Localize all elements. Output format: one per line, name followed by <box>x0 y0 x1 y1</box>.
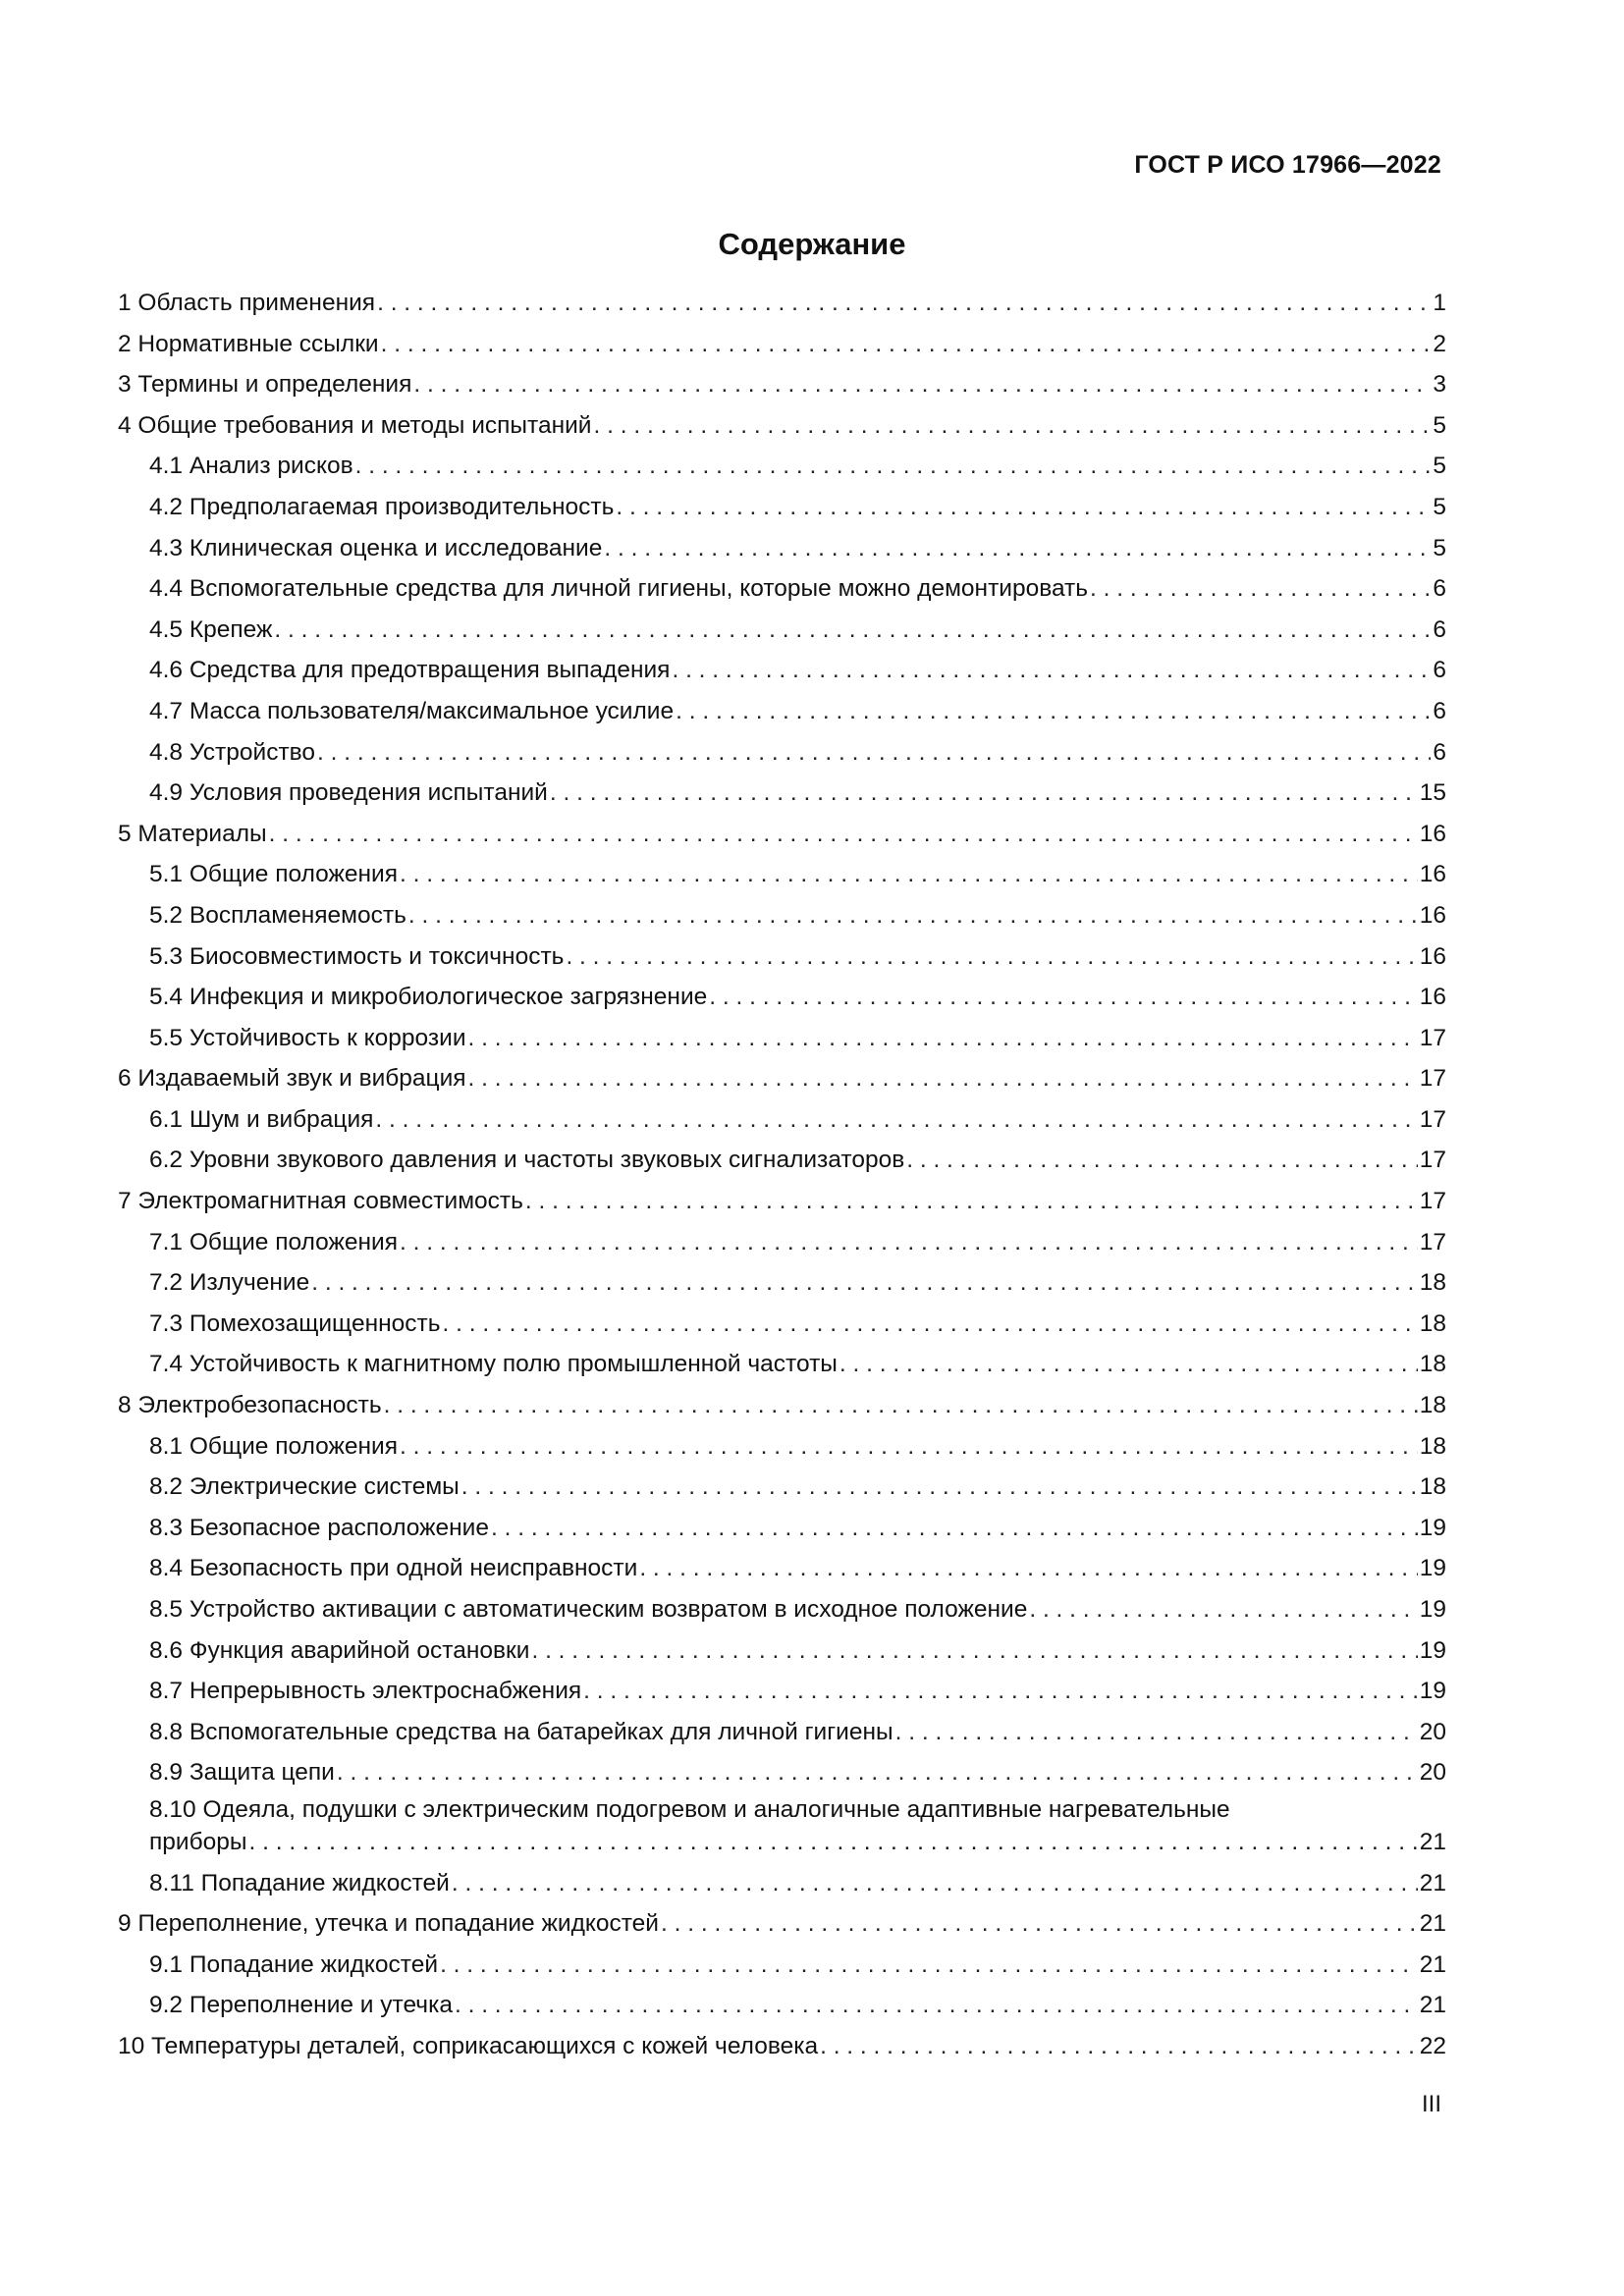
toc-entry[interactable] <box>118 977 1446 1018</box>
toc-entry[interactable] <box>118 936 1446 978</box>
toc-entry-label: 8.3 Безопасное расположение <box>149 1514 489 1541</box>
toc-entry[interactable] <box>118 854 1446 895</box>
toc-leader-dots <box>400 854 1418 895</box>
toc-entry-page: 6 <box>1433 697 1446 724</box>
toc-entry[interactable] <box>118 446 1446 487</box>
toc-leader-dots <box>616 487 1431 528</box>
toc-entry-page: 21 <box>1419 1869 1446 1896</box>
toc-entry-label: 3 Термины и определения <box>118 371 412 399</box>
toc-entry-page: 17 <box>1419 1228 1446 1255</box>
toc-entry-label: 5.2 Воспламеняемость <box>149 901 406 929</box>
toc-leader-dots <box>400 1426 1418 1468</box>
toc-entry-wrapped[interactable] <box>118 1793 1446 1863</box>
toc-entry-page: 18 <box>1419 1473 1446 1501</box>
toc-entry[interactable] <box>118 1058 1446 1099</box>
toc-entry-page: 5 <box>1433 411 1446 439</box>
toc-entry-label: 4.9 Условия проведения испытаний <box>149 779 548 807</box>
toc-entry-label: 9 Переполнение, утечка и попадание жидкостей <box>118 1910 659 1938</box>
toc-leader-dots <box>906 1140 1418 1181</box>
toc-entry[interactable] <box>118 1304 1446 1345</box>
toc-leader-dots <box>355 446 1432 487</box>
toc-leader-dots <box>531 1630 1417 1672</box>
toc-entry-page: 5 <box>1433 453 1446 480</box>
toc-entry[interactable] <box>118 1903 1446 1945</box>
toc-leader-dots <box>550 773 1418 814</box>
toc-entry[interactable] <box>118 1630 1446 1672</box>
toc-entry[interactable] <box>118 1222 1446 1263</box>
toc-leader-dots <box>491 1508 1418 1549</box>
page-number: III <box>1421 2091 1441 2117</box>
toc-entry-label: 5.5 Устойчивость к коррозии <box>149 1024 466 1051</box>
toc-leader-dots <box>604 528 1431 569</box>
toc-entry-label: 9.1 Попадание жидкостей <box>149 1950 439 1978</box>
toc-entry-page: 19 <box>1419 1555 1446 1582</box>
toc-entry-page: 20 <box>1419 1759 1446 1787</box>
toc-entry-label: 5.3 Биосовместимость и токсичность <box>149 942 565 970</box>
toc-leader-dots <box>381 324 1432 365</box>
toc-entry[interactable] <box>118 1467 1446 1508</box>
toc-leader-dots <box>375 1099 1417 1141</box>
toc-entry-page: 6 <box>1433 657 1446 684</box>
toc-leader-dots <box>566 936 1417 978</box>
toc-entry-label: 6.1 Шум и вибрация <box>149 1105 374 1133</box>
toc-leader-dots <box>455 1985 1418 2026</box>
toc-entry[interactable] <box>118 1945 1446 1986</box>
toc-entry[interactable] <box>118 487 1446 528</box>
toc-entry-label: 6.2 Уровни звукового давления и частоты звуковых сигнализаторов <box>149 1147 905 1174</box>
toc-entry[interactable] <box>118 1508 1446 1549</box>
toc-entry-label: 4.8 Устройство <box>149 738 316 766</box>
toc-entry-label: 8.8 Вспомогательные средства на батарейках для личной гигиены <box>149 1718 893 1745</box>
toc-entry-page: 3 <box>1433 371 1446 399</box>
toc-entry-label: 4 Общие требования и методы испытаний <box>118 411 592 439</box>
toc-entry-label: 4.4 Вспомогательные средства для личной гигиены, которые можно демонтировать <box>149 575 1089 603</box>
toc-entry[interactable] <box>118 773 1446 814</box>
toc-leader-dots <box>676 691 1431 732</box>
toc-entry-label: 7 Электромагнитная совместимость <box>118 1188 523 1215</box>
toc-entry[interactable] <box>118 1589 1446 1630</box>
toc-entry-label: 8.5 Устройство активации с автоматическим возвратом в исходное положение <box>149 1596 1028 1623</box>
toc-entry[interactable] <box>118 405 1446 447</box>
toc-entry[interactable] <box>118 1099 1446 1141</box>
toc-leader-dots <box>468 1058 1418 1099</box>
toc-entry-label: 8.11 Попадание жидкостей <box>149 1869 450 1896</box>
toc-leader-dots <box>1029 1589 1417 1630</box>
toc-leader-dots <box>594 405 1432 447</box>
toc-leader-dots <box>408 895 1418 936</box>
toc-entry-page: 5 <box>1433 534 1446 561</box>
toc-leader-dots <box>400 1222 1418 1263</box>
toc-leader-dots <box>248 1822 1417 1863</box>
toc-main-list <box>118 283 1446 1793</box>
toc-leader-dots <box>377 283 1431 324</box>
toc-entry[interactable] <box>118 1018 1446 1059</box>
toc-leader-dots <box>461 1467 1418 1508</box>
toc-entry-page: 21 <box>1419 1992 1446 2019</box>
toc-leader-dots <box>525 1181 1418 1222</box>
toc-entry-label-line1: 8.10 Одеяла, подушки с электрическим подогревом и аналогичные адаптивные нагревательные <box>149 1795 1230 1823</box>
toc-entry-label: 5.1 Общие положения <box>149 861 399 888</box>
toc-entry[interactable] <box>118 1752 1446 1793</box>
table-of-contents <box>118 283 1446 2067</box>
toc-entry[interactable] <box>118 1181 1446 1222</box>
toc-entry-page: 16 <box>1419 820 1446 847</box>
toc-entry-page: 15 <box>1419 779 1446 807</box>
toc-title: Содержание <box>718 227 906 261</box>
toc-entry[interactable] <box>118 1385 1446 1426</box>
toc-entry-label: 1 Область применения <box>118 290 376 316</box>
toc-entry-page: 18 <box>1419 1392 1446 1419</box>
toc-entry-label: 8.1 Общие положения <box>149 1432 399 1460</box>
toc-entry-label: 2 Нормативные ссылки <box>118 330 379 357</box>
toc-entry[interactable] <box>118 324 1446 365</box>
toc-entry-page: 17 <box>1419 1024 1446 1051</box>
toc-entry-page: 17 <box>1419 1188 1446 1215</box>
toc-entry-page: 17 <box>1419 1147 1446 1174</box>
toc-leader-dots <box>661 1903 1418 1945</box>
toc-leader-dots <box>452 1863 1418 1904</box>
toc-entry-label: 4.2 Предполагаемая производительность <box>149 493 615 520</box>
toc-entry-label-line2: приборы <box>149 1828 247 1855</box>
toc-entry[interactable] <box>118 691 1446 732</box>
toc-entry[interactable] <box>118 364 1446 405</box>
toc-entry-label: 4.3 Клиническая оценка и исследование <box>149 534 603 561</box>
toc-entry[interactable] <box>118 528 1446 569</box>
toc-entry[interactable] <box>118 1426 1446 1468</box>
toc-leader-dots <box>311 1262 1418 1304</box>
toc-entry-label: 8.6 Функция аварийной остановки <box>149 1636 530 1664</box>
toc-entry[interactable] <box>118 1262 1446 1304</box>
toc-entry-page: 19 <box>1419 1596 1446 1623</box>
toc-entry[interactable] <box>118 1671 1446 1712</box>
document-code: ГОСТ Р ИСО 17966—2022 <box>1134 151 1441 179</box>
toc-entry-page: 16 <box>1419 942 1446 970</box>
toc-leader-dots <box>443 1304 1418 1345</box>
toc-entry-label: 4.1 Анализ рисков <box>149 453 353 480</box>
toc-entry[interactable] <box>118 1712 1446 1753</box>
toc-entry-label: 8.2 Электрические системы <box>149 1473 460 1501</box>
toc-leader-dots <box>820 2026 1418 2067</box>
toc-leader-dots <box>672 650 1431 691</box>
toc-entry-page: 18 <box>1419 1269 1446 1297</box>
toc-entry[interactable] <box>118 1140 1446 1181</box>
toc-entry-label: 7.1 Общие положения <box>149 1228 399 1255</box>
toc-leader-dots <box>413 364 1431 405</box>
toc-entry-page: 18 <box>1419 1309 1446 1337</box>
toc-entry-label: 8.4 Безопасность при одной неисправности <box>149 1555 638 1582</box>
toc-entry-page: 21 <box>1419 1950 1446 1978</box>
toc-leader-dots <box>1090 568 1431 610</box>
toc-leader-dots <box>384 1385 1418 1426</box>
toc-leader-dots <box>895 1712 1418 1753</box>
toc-entry-label: 7.3 Помехозащищенность <box>149 1309 441 1337</box>
toc-entry[interactable] <box>118 1985 1446 2026</box>
toc-entry-page: 5 <box>1433 493 1446 520</box>
toc-entry-page: 18 <box>1419 1351 1446 1378</box>
toc-entry-page: 19 <box>1419 1678 1446 1705</box>
toc-entry-label: 8.7 Непрерывность электроснабжения <box>149 1678 582 1705</box>
toc-entry-label: 5.4 Инфекция и микробиологическое загрязнение <box>149 984 708 1011</box>
toc-entry-label: 4.7 Масса пользователя/максимальное усилие <box>149 697 675 724</box>
toc-entry-page: 19 <box>1419 1514 1446 1541</box>
toc-entry-label: 4.5 Крепеж <box>149 615 273 643</box>
toc-entry-page: 1 <box>1433 290 1446 316</box>
toc-leader-dots <box>337 1752 1418 1793</box>
toc-entry-page: 6 <box>1433 615 1446 643</box>
toc-entry-page: 20 <box>1419 1718 1446 1745</box>
toc-entry-page: 17 <box>1419 1065 1446 1093</box>
toc-leader-dots <box>269 814 1418 855</box>
toc-entry-page: 17 <box>1419 1105 1446 1133</box>
toc-entry[interactable] <box>118 283 1446 324</box>
toc-leader-dots <box>274 610 1431 651</box>
toc-entry-page: 16 <box>1419 984 1446 1011</box>
toc-leader-dots <box>709 977 1417 1018</box>
toc-entry-label: 9.2 Переполнение и утечка <box>149 1992 453 2019</box>
toc-entry[interactable] <box>118 732 1446 774</box>
toc-entry[interactable] <box>118 1344 1446 1385</box>
toc-entry[interactable] <box>118 650 1446 691</box>
toc-leader-dots <box>839 1344 1418 1385</box>
toc-entry-label: 7.2 Излучение <box>149 1269 310 1297</box>
toc-tail-list <box>118 1863 1446 2067</box>
toc-entry[interactable] <box>118 610 1446 651</box>
toc-leader-dots <box>317 732 1431 774</box>
toc-entry-label: 4.6 Средства для предотвращения выпадения <box>149 657 671 684</box>
toc-entry-page: 18 <box>1419 1432 1446 1460</box>
toc-entry[interactable] <box>118 568 1446 610</box>
toc-entry-label: 10 Температуры деталей, соприкасающихся с кожей человека <box>118 2032 819 2059</box>
toc-leader-dots <box>468 1018 1418 1059</box>
toc-leader-dots <box>639 1548 1417 1589</box>
toc-entry-page: 21 <box>1419 1910 1446 1938</box>
toc-entry-page: 6 <box>1433 738 1446 766</box>
toc-entry-page: 21 <box>1419 1828 1446 1855</box>
toc-entry[interactable] <box>118 2026 1446 2067</box>
toc-entry-page: 2 <box>1433 330 1446 357</box>
toc-entry[interactable] <box>118 895 1446 936</box>
toc-entry-label: 5 Материалы <box>118 820 267 847</box>
toc-entry-page: 16 <box>1419 901 1446 929</box>
toc-entry-page: 22 <box>1419 2032 1446 2059</box>
toc-entry[interactable] <box>118 1863 1446 1904</box>
toc-entry-page: 6 <box>1433 575 1446 603</box>
toc-entry-page: 16 <box>1419 861 1446 888</box>
toc-entry[interactable] <box>118 814 1446 855</box>
toc-entry-label: 6 Издаваемый звук и вибрация <box>118 1065 466 1093</box>
toc-entry-label: 8 Электробезопасность <box>118 1392 382 1419</box>
toc-leader-dots <box>583 1671 1418 1712</box>
toc-leader-dots <box>440 1945 1418 1986</box>
toc-entry[interactable] <box>118 1548 1446 1589</box>
toc-entry-label: 8.9 Защита цепи <box>149 1759 335 1787</box>
toc-entry-label: 7.4 Устойчивость к магнитному полю промышленной частоты <box>149 1351 838 1378</box>
toc-entry-page: 19 <box>1419 1636 1446 1664</box>
